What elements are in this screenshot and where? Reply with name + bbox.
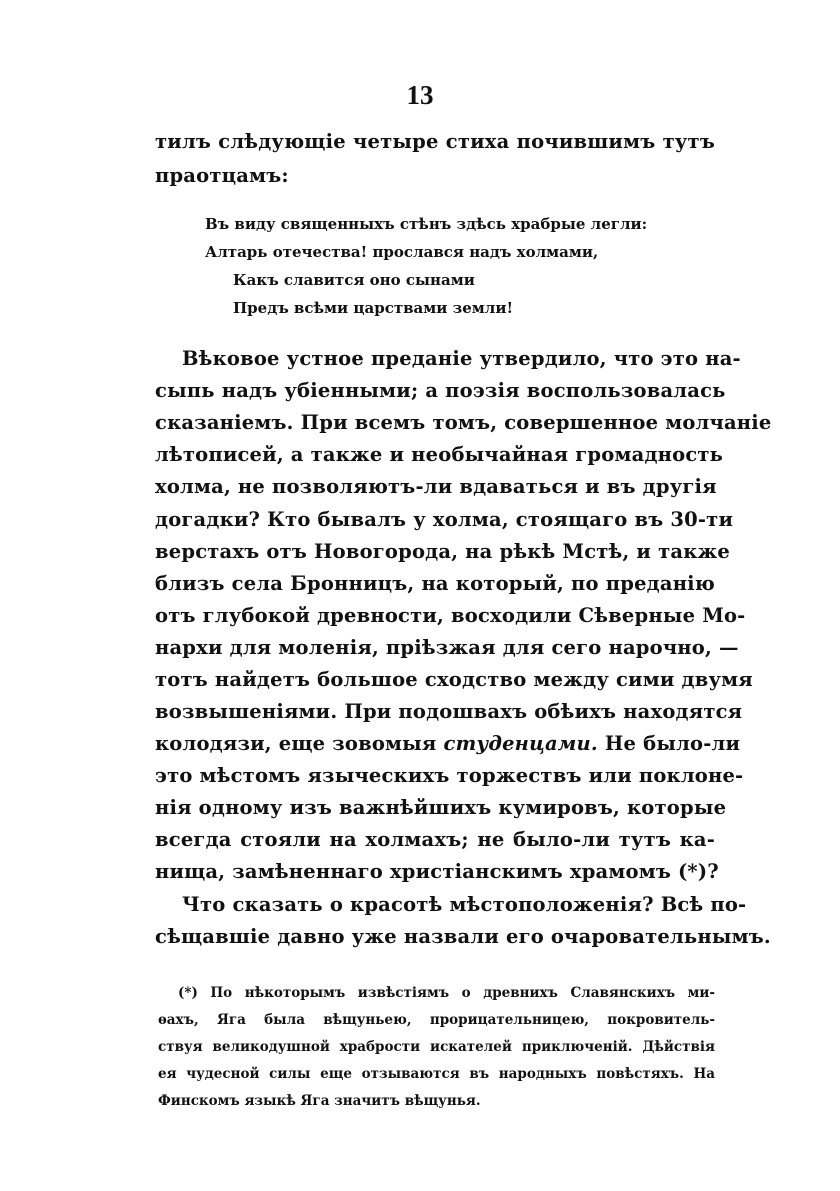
- body-line: верстахъ отъ Новогорода, на рѣкѣ Мстѣ, и также: [155, 540, 730, 563]
- body-line: холма, не позволяютъ-ли вдаваться и въ другія: [155, 475, 717, 498]
- body-line: всегда стояли на холмахъ; не было-ли тутъ ка-: [155, 828, 715, 851]
- body-line: лѣтописей, а также и необычайная громадность: [155, 443, 724, 466]
- body-line: [155, 732, 741, 755]
- page-number: 13: [406, 80, 434, 110]
- verse-line: Предъ всѣми царствами земли!: [233, 299, 514, 317]
- verse-line: Въ виду священныхъ стѣнъ здѣсь храбрые легли:: [205, 215, 648, 233]
- body-line: Что сказать о красотѣ мѣстоположенія? Всѣ по-: [182, 893, 747, 916]
- body-line: сказаніемъ. При всемъ томъ, совершенное молчаніе: [155, 411, 772, 434]
- verse-line: Какъ славится оно сынами: [233, 271, 475, 289]
- body-line-part: Не было-ли: [604, 732, 741, 755]
- body-line: близъ села Бронницъ, на который, по преданію: [155, 572, 715, 595]
- body-line: Вѣковое устное преданіе утвердило, что это на-: [182, 347, 741, 370]
- body-line: догадки? Кто бывалъ у холма, стоящаго въ 30-ти: [155, 508, 734, 531]
- body-line: возвышеніями. При подошвахъ обѣихъ находятся: [155, 700, 743, 723]
- body-line: сѣщавшіе давно уже назвали его очаровательнымъ.: [155, 925, 771, 948]
- footnote-line: ея чудесной силы еще отзываются въ народныхъ повѣстяхъ. На: [158, 1066, 715, 1082]
- intro-line: праотцамъ:: [155, 164, 289, 187]
- verse-line: Алтарь отечества! прослався надъ холмами,: [205, 243, 599, 261]
- body-line: сыпь надъ убіенными; а поэзія воспользовалась: [155, 379, 726, 402]
- body-line: нархи для моленія, пріѣзжая для сего нарочно, —: [155, 636, 739, 659]
- body-line: это мѣстомъ языческихъ торжествъ или поклоне-: [155, 764, 744, 787]
- italic-term: студенцами.: [443, 732, 598, 755]
- intro-line: тилъ слѣдующіе четыре стиха почившимъ тутъ: [155, 130, 715, 153]
- footnote-line: ѳахъ, Яга была вѣщуньею, прорицательницею, покровитель-: [158, 1012, 715, 1028]
- body-line: нія одному изъ важнѣйшихъ кумировъ, которые: [155, 796, 727, 819]
- body-line: отъ глубокой древности, восходили Сѣверные Мо-: [155, 604, 746, 627]
- body-line: тотъ найдетъ большое сходство между сими двумя: [155, 668, 753, 691]
- footnote-line: ствуя великодушной храбрости искателей приключеній. Дѣйствія: [158, 1039, 715, 1055]
- body-line-part: колодязи, еще зовомыя: [155, 732, 437, 755]
- footnote-line: Финскомъ языкѣ Яга значитъ вѣщунья.: [158, 1093, 481, 1109]
- body-line: нища, замѣненнаго христіанскимъ храмомъ (*)?: [155, 860, 719, 883]
- footnote-line: (*) По нѣкоторымъ извѣстіямъ о древнихъ Славянскихъ ми-: [178, 985, 715, 1001]
